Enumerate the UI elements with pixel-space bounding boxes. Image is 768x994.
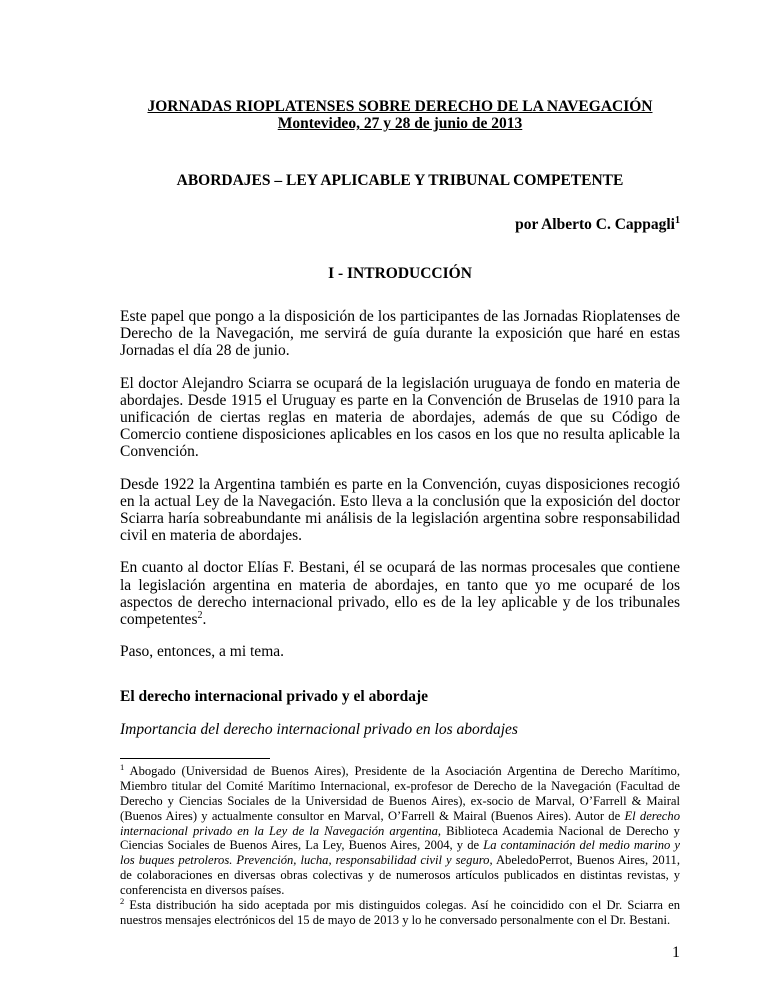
footnote-ref-1[interactable]: 1 xyxy=(675,214,680,226)
event-title: JORNADAS RIOPLATENSES SOBRE DERECHO DE LA NAVEGACIÓN xyxy=(147,98,653,115)
section-heading: El derecho internacional privado y el abordaje xyxy=(120,688,428,706)
footnote-2 xyxy=(120,895,680,928)
footnote-separator xyxy=(120,758,270,759)
footnote-text: Esta distribución ha sido aceptada por mis distinguidos colegas. Así he coincidido con el Dr. Sciarra en nuestros mensajes electrónicos del 15 de mayo de 2013 y lo he conversado personalmente con el Dr. Bestani. xyxy=(120,898,680,927)
author-line xyxy=(120,216,680,233)
footnote-book-title: El derecho internacional privado en la Ley de la Navegación argentina xyxy=(120,808,680,838)
section-subheading: Importancia del derecho internacional privado en los abordajes xyxy=(120,720,518,738)
footnote-book-title: La contaminación del medio marino y los buques petroleros. Prevención, lucha, responsabilidad civil y seguro, xyxy=(120,838,680,868)
author-name: por Alberto C. Cappagli xyxy=(515,215,675,233)
paragraph-2: El doctor Alejandro Sciarra se ocupará de la legislación uruguaya de fondo en materia de abordajes. Desde 1915 el Uruguay es parte en la Convención de Bruselas de 1910 para la unificación de ciertas reglas en materia de abordajes, además de que su Código de Comercio contiene disposiciones aplicables en los casos en los que no resulta aplicable la Convención. xyxy=(120,374,680,461)
footnotes xyxy=(120,758,680,928)
paragraph-4-text: En cuanto al doctor Elías F. Bestani, él se ocupará de las normas procesales que contiene la legislación argentina en materia de abordajes, en tanto que yo me ocuparé de los aspectos de derecho internacional privado, ello es de la ley aplicable y de los tribunales competentes xyxy=(120,559,680,629)
footnote-ref-2[interactable]: 2 xyxy=(197,609,203,621)
event-place-date: Montevideo, 27 y 28 de junio de 2013 xyxy=(277,115,523,133)
paragraph-3: Desde 1922 la Argentina también es parte en la Convención, cuyas disposiciones recogió en la actual Ley de la Navegación. Esto lleva a la conclusión que la exposición del doctor Sciarra haría sobreabundante mi análisis de la legislación argentina sobre responsabilidad civil en materia de abordajes. xyxy=(120,475,680,545)
footnote-text: AbeledoPerrot, Buenos Aires, 2011, de colaboraciones en diversas obras colectivas y de numerosos artículos publicados en distintas revistas, y conferencista en diversos países. xyxy=(120,853,680,898)
footnote-text: , Biblioteca Academia Nacional de Derecho y Ciencias Sociales de Buenos Aires, La Ley, Buenos Aires, 2004, y de xyxy=(120,823,680,853)
section-title: I - INTRODUCCIÓN xyxy=(328,264,472,282)
paragraph-4 xyxy=(120,559,680,628)
footnote-text: Abogado (Universidad de Buenos Aires), Presidente de la Asociación Argentina de Derecho Marítimo, Miembro titular del Comité Marítimo Internacional, ex-profesor de Derecho de la Navegación (Facultad de Derecho y Ciencias Sociales de la Universidad de Buenos Aires), ex-socio de Marval, O’Farrell & Mairal (Buenos Aires) y actualmente consultor en Marval, O’Farrell & Mairal (Buenos Aires). Autor de xyxy=(120,763,680,823)
document-page xyxy=(120,98,680,738)
paragraph-5: Paso, entonces, a mi tema. xyxy=(120,643,284,661)
paragraph-1: Este papel que pongo a la disposición de los participantes de las Jornadas Rioplatenses de Derecho de la Navegación, me servirá de guía durante la exposición que haré en estas Jornadas el día 28 de junio. xyxy=(120,308,680,360)
footnote-1 xyxy=(120,761,680,898)
document-title: ABORDAJES – LEY APLICABLE Y TRIBUNAL COMPETENTE xyxy=(176,172,624,190)
footnote-number: 2 xyxy=(120,895,125,906)
page-number: 1 xyxy=(672,943,680,961)
footnote-number: 1 xyxy=(120,761,125,772)
paragraph-4-end: . xyxy=(202,611,207,629)
